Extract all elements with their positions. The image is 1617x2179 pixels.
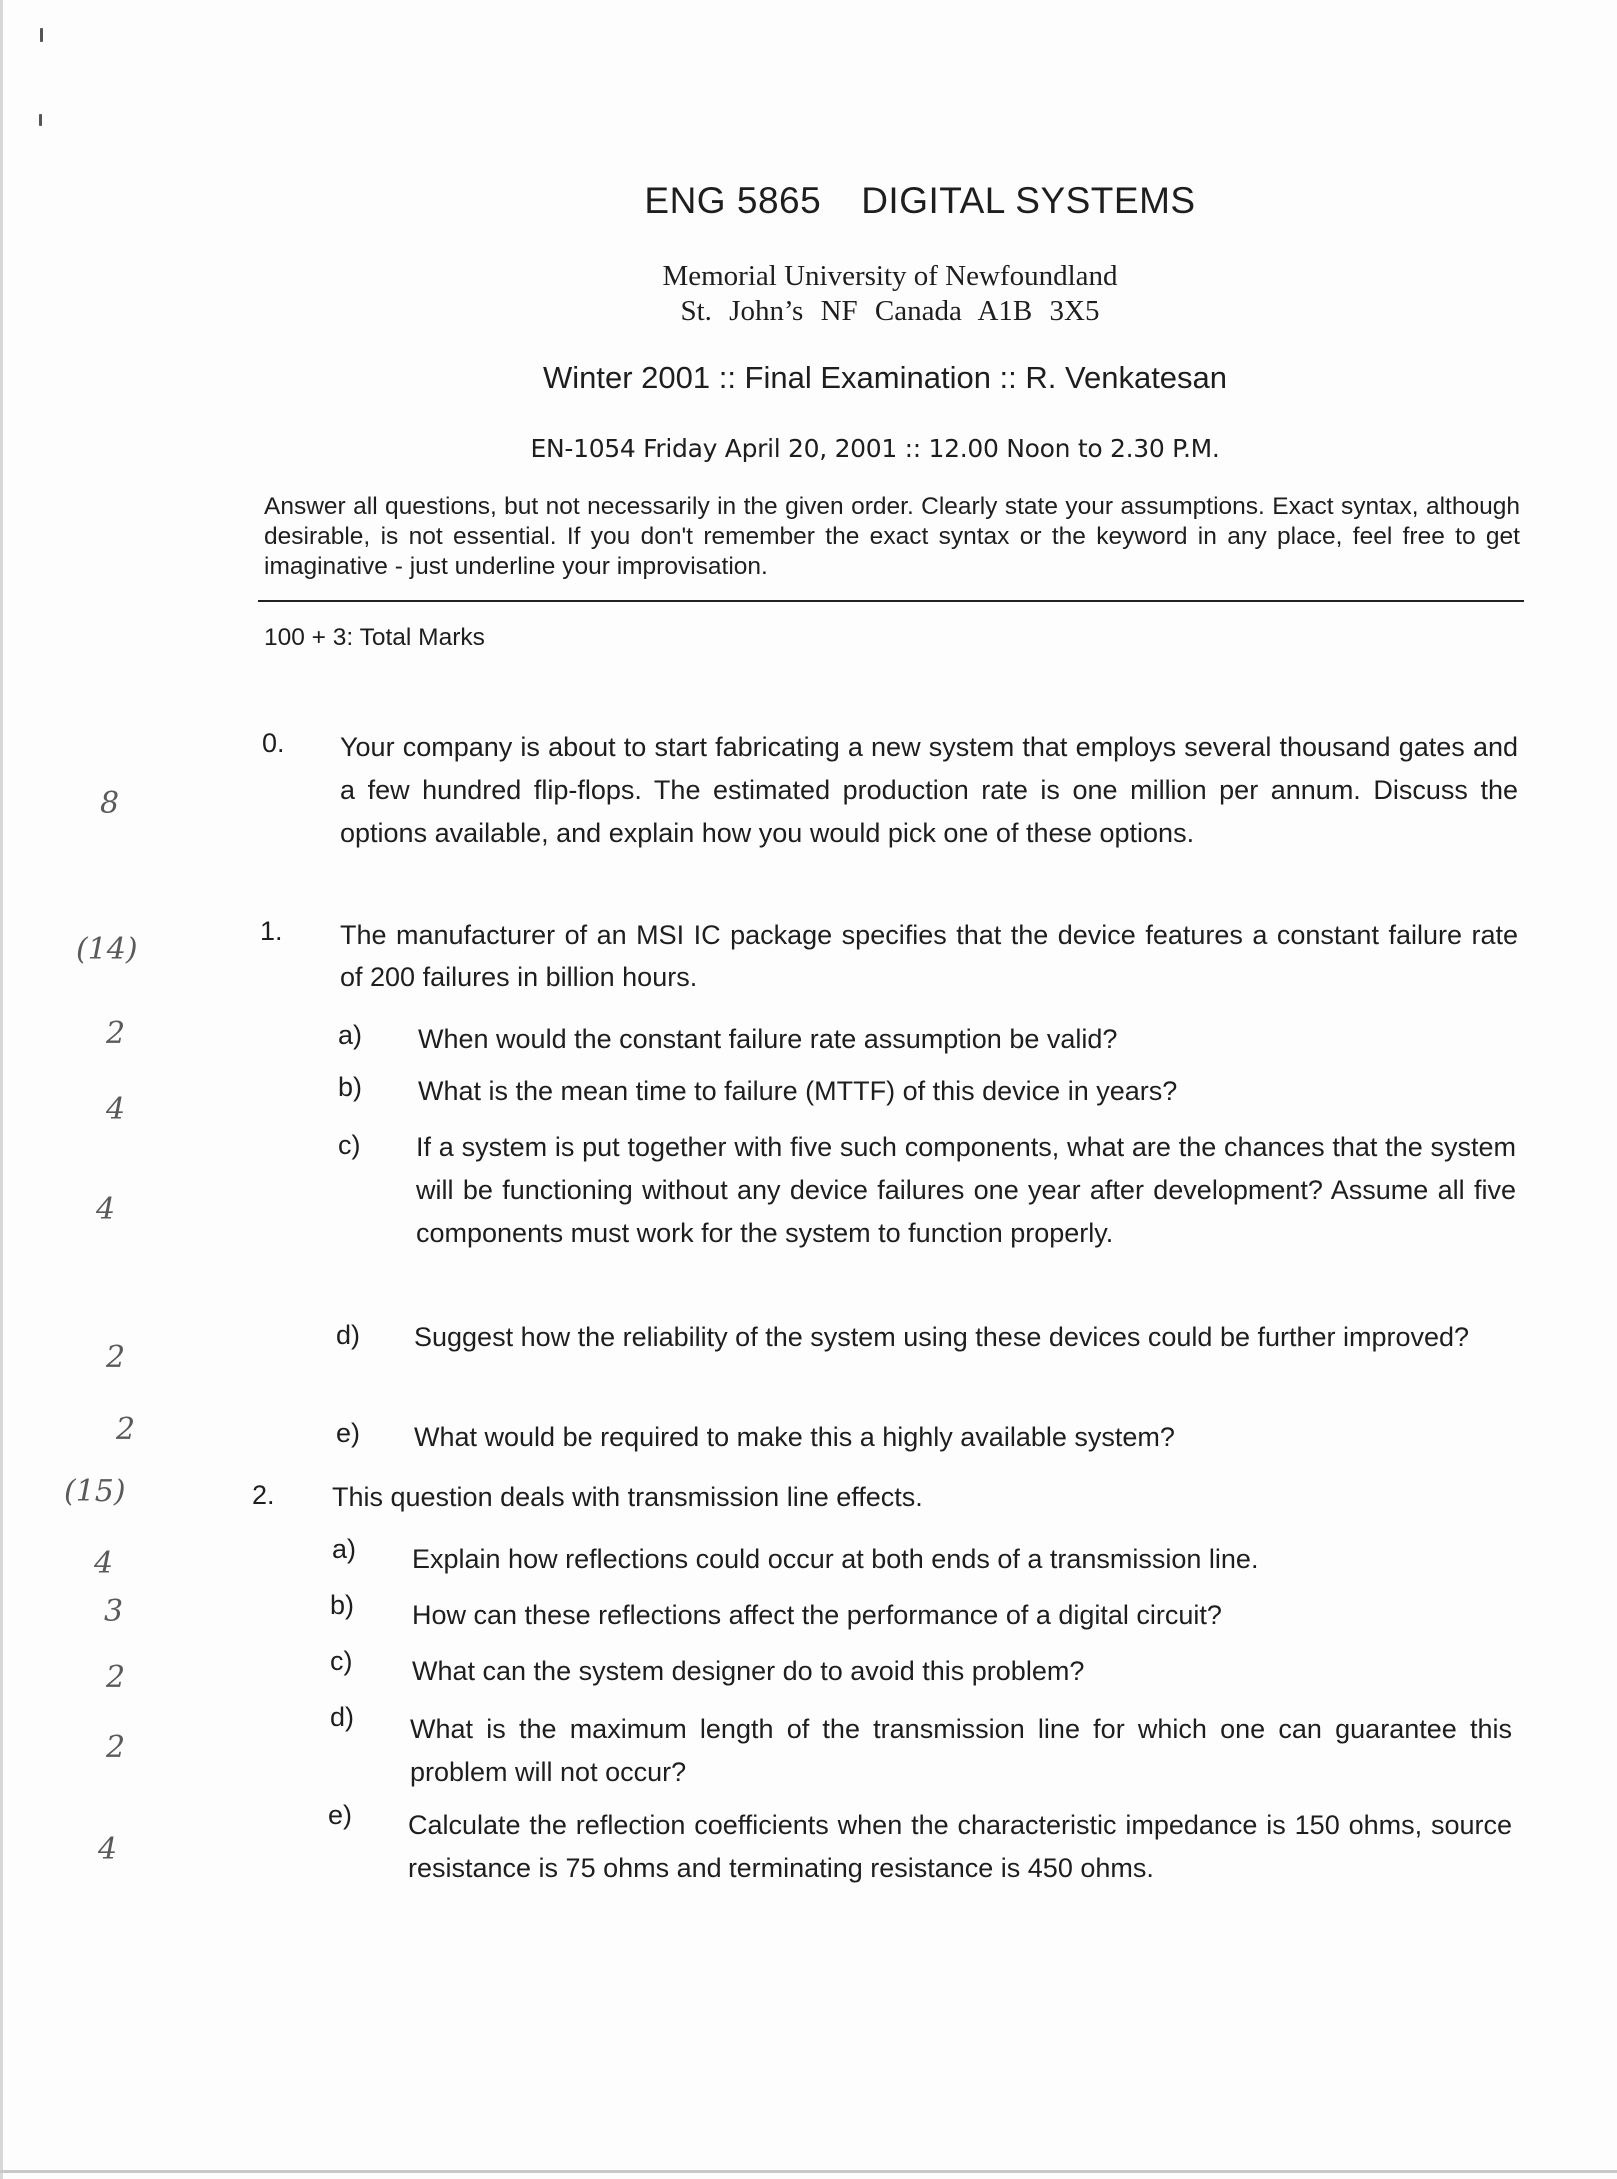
margin-mark: (14) xyxy=(76,932,138,967)
page-edge-left xyxy=(0,0,3,2179)
part-label: a) xyxy=(338,1020,363,1050)
question-number: 0. xyxy=(262,728,285,758)
margin-mark: 3 xyxy=(104,1594,124,1629)
margin-mark: 2 xyxy=(106,1730,126,1765)
margin-mark: 4 xyxy=(94,1546,114,1581)
question-text: This question deals with transmission line effects. xyxy=(332,1482,923,1512)
course-title xyxy=(220,180,1617,222)
date-line: EN-1054 Friday April 20, 2001 :: 12.00 Noon to 2.30 P.M. xyxy=(530,434,1220,463)
part-text: What would be required to make this a highly available system? xyxy=(414,1422,1175,1452)
margin-mark: 4 xyxy=(96,1192,116,1227)
instructions: Answer all questions, but not necessarily in the given order. Clearly state your assumptions. Exact syntax, although desirable, is not essential. If you don't remember the exact syntax or the keyword in any place, feel free to get imaginative - just underline your improvisation. xyxy=(264,493,1520,580)
part-label: c) xyxy=(330,1646,353,1676)
margin-mark: (15) xyxy=(64,1474,126,1509)
page-edge-bottom xyxy=(0,2170,1617,2173)
question-number: 2. xyxy=(252,1480,275,1510)
total-marks: 100 + 3: Total Marks xyxy=(264,624,485,651)
margin-mark: 4 xyxy=(106,1092,126,1127)
part-label: e) xyxy=(336,1418,361,1448)
part-label: b) xyxy=(338,1072,363,1102)
part-text: Calculate the reflection coefficients when the characteristic impedance is 150 ohms, source resistance is 75 ohms and terminating resistance is 450 ohms. xyxy=(408,1810,1512,1883)
exam-line: Winter 2001 :: Final Examination :: R. Venkatesan xyxy=(542,360,1228,395)
part-label: b) xyxy=(330,1590,355,1620)
margin-mark: 2 xyxy=(116,1412,136,1447)
part-text: How can these reflections affect the performance of a digital circuit? xyxy=(412,1600,1222,1630)
question-text: Your company is about to start fabricating a new system that employs several thousand gates and a few hundred flip-flops. The estimated production rate is one million per annum. Discuss the options available, and explain how you would pick one of these options. xyxy=(340,732,1518,848)
question-text: The manufacturer of an MSI IC package specifies that the device features a constant failure rate of 200 failures in billion hours. xyxy=(340,920,1518,992)
course-name: DIGITAL SYSTEMS xyxy=(861,180,1196,221)
margin-mark: 8 xyxy=(100,786,120,821)
part-text: What is the mean time to failure (MTTF) of this device in years? xyxy=(418,1076,1178,1106)
margin-mark: 2 xyxy=(106,1016,126,1051)
part-text: Suggest how the reliability of the system using these devices could be further improved? xyxy=(414,1322,1470,1352)
university-name: Memorial University of Newfoundland xyxy=(662,260,1118,292)
part-label: d) xyxy=(330,1702,355,1732)
course-code: ENG 5865 xyxy=(644,180,822,221)
header-rule xyxy=(258,600,1524,602)
part-text: When would the constant failure rate assumption be valid? xyxy=(418,1024,1118,1054)
scan-mark-lower xyxy=(39,114,42,126)
margin-mark: 4 xyxy=(98,1832,118,1867)
scan-mark-top xyxy=(40,28,43,42)
margin-mark: 2 xyxy=(106,1340,126,1375)
part-label: c) xyxy=(338,1130,361,1160)
part-label: d) xyxy=(336,1320,361,1350)
part-text: What is the maximum length of the transmission line for which one can guarantee this problem will not occur? xyxy=(410,1714,1512,1787)
part-text: What can the system designer do to avoid this problem? xyxy=(412,1656,1085,1686)
part-text: Explain how reflections could occur at both ends of a transmission line. xyxy=(412,1544,1259,1574)
part-label: e) xyxy=(328,1800,353,1830)
question-number: 1. xyxy=(260,916,283,946)
university-address: St. John’s NF Canada A1B 3X5 xyxy=(680,295,1100,327)
part-label: a) xyxy=(332,1534,357,1564)
margin-mark: 2 xyxy=(106,1660,126,1695)
part-text: If a system is put together with five such components, what are the chances that the system will be functioning without any device failures one year after development? Assume all five components must work for the system to function properly. xyxy=(416,1132,1516,1248)
